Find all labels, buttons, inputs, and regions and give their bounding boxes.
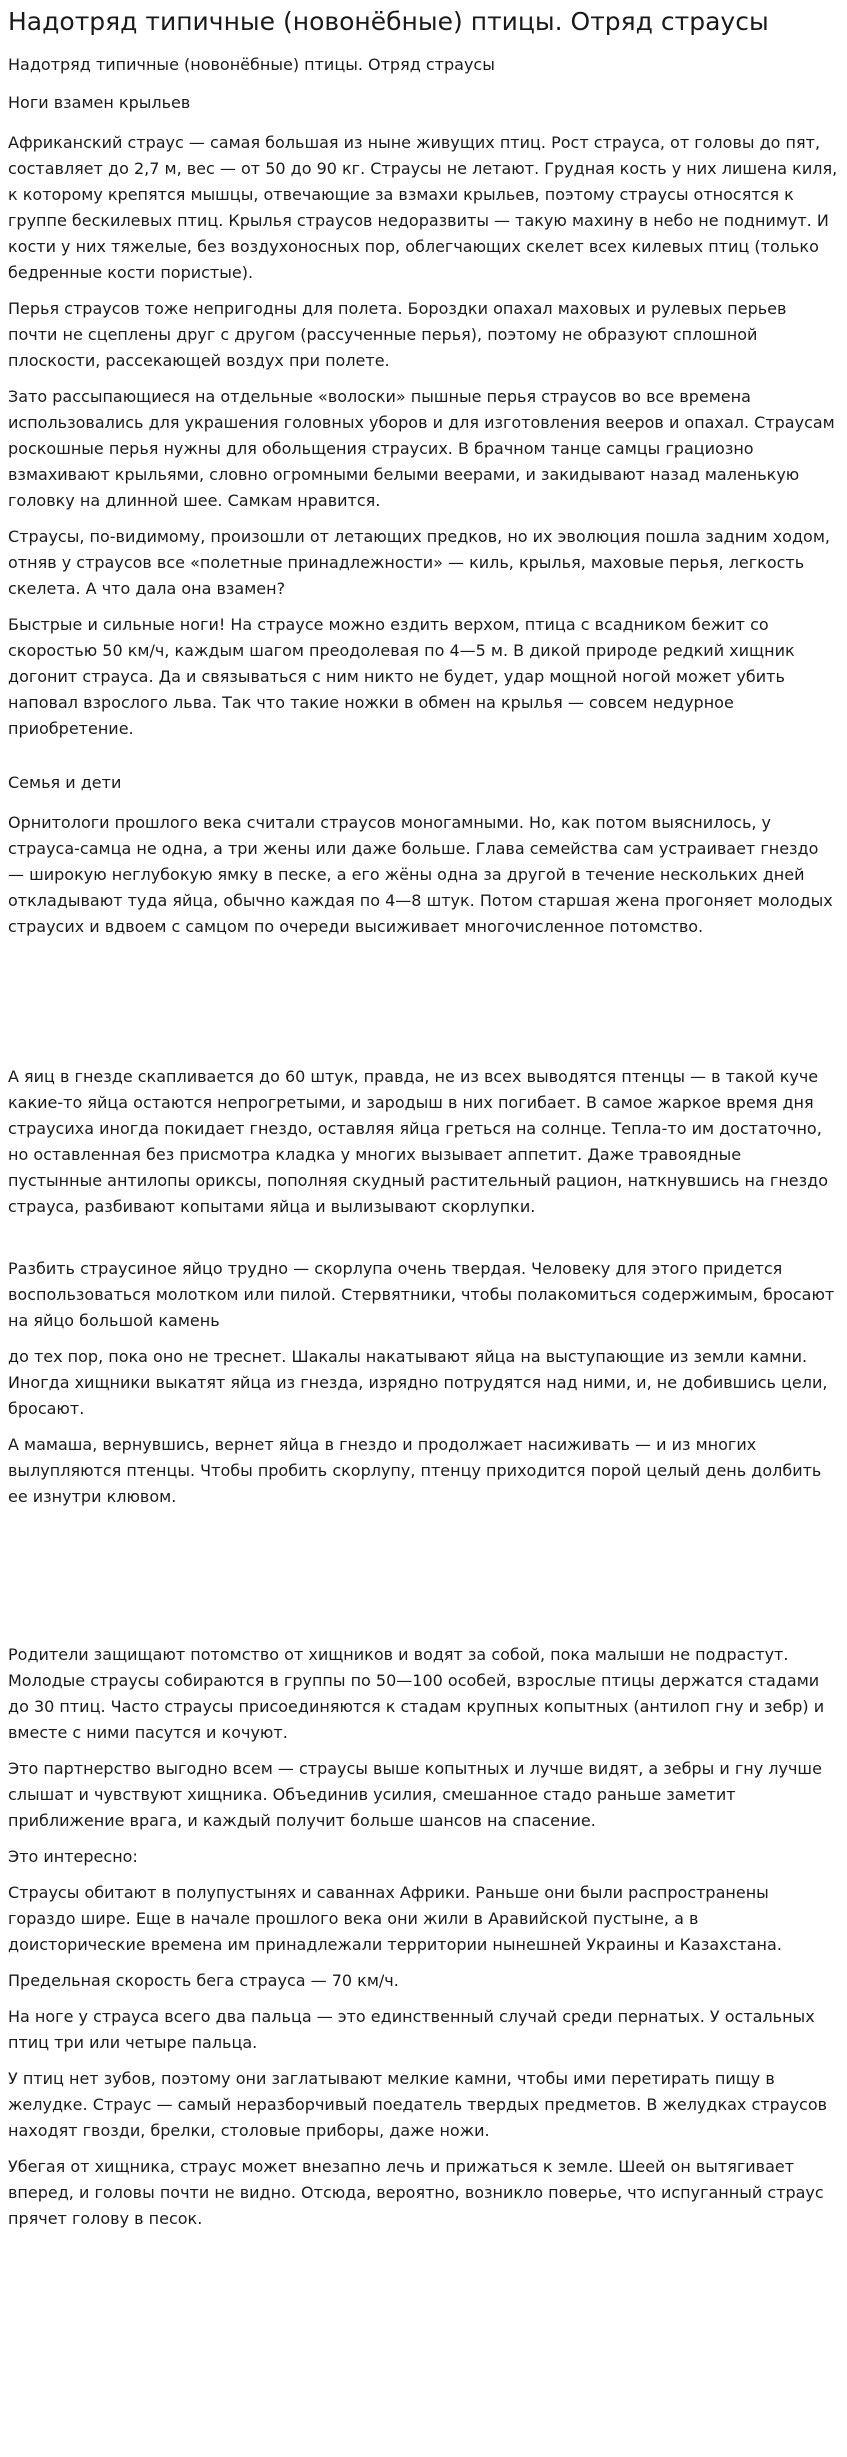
spacer <box>8 950 839 1064</box>
section-heading-legs: Ноги взамен крыльев <box>8 93 191 112</box>
section-heading-interesting: Это интересно: <box>8 1847 138 1866</box>
paragraph: Родители защищают потомство от хищников и водят за собой, пока малыши не подрастут. Молодые страусы собираются в группы по 50—100 особей, взрослые птицы держатся стадами до 30 птиц. Часто страусы присоединяются к стадам крупных копытных (антилоп гну и зебр) и вместе с ними пасутся и кочуют. <box>8 1645 825 1742</box>
paragraph: Зато рассыпающиеся на отдельные «волоски» пышные перья страусов во все времена использовались для украшения головных уборов и для изготовления вееров и опахал. Страусам роскошные перья нужны для обольщения страусих. В брачном танце самцы грациозно взмахивают крыльями, словно огромными белыми веерами, и закидывают назад маленькую головку на длинной шее. Самкам нравится. <box>8 387 835 510</box>
paragraph: Страусы обитают в полупустынях и саваннах Африки. Раньше они были распространены гораздо шире. Еще в начале прошлого века они жили в Аравийской пустыне, а в доисторические времена им принадлежали территории нынешней Украины и Казахстана. <box>8 1883 782 1954</box>
paragraph: Быстрые и сильные ноги! На страусе можно ездить верхом, птица с всадником бежит со скоростью 50 км/ч, каждым шагом преодолевая по 4—5 м. В дикой природе редкий хищник догонит страуса. Да и связываться с ним никто не будет, удар мощной ногой может убить наповал взрослого льва. Так что такие ножки в обмен на крылья — совсем недурное приобретение. <box>8 615 795 738</box>
paragraph: На ноге у страуса всего два пальца — это единственный случай среди пернатых. У остальных птиц три или четыре пальца. <box>8 2007 815 2052</box>
paragraph: Предельная скорость бега страуса — 70 км/ч. <box>8 1971 399 1990</box>
page-subtitle: Надотряд типичные (новонёбные) птицы. Отряд страусы <box>8 55 495 74</box>
paragraph: Африканский страус — самая большая из ныне живущих птиц. Рост страуса, от головы до пят, составляет до 2,7 м, вес — от 50 до 90 кг. Страусы не летают. Грудная кость у них лишена киля, к которому крепятся мышцы, отвечающие за взмахи крыльев, поэтому страусы относятся к группе бескилевых птиц. Крылья страусов недоразвиты — такую махину в небо не поднимут. И кости у них тяжелые, без воздухоносных пор, облегчающих скелет всех килевых птиц (только бедренные кости пористые). <box>8 133 838 282</box>
paragraph: Орнитологи прошлого века считали страусов моногамными. Но, как потом выяснилось, у страуса-самца не одна, а три жены или даже больше. Глава семейства сам устраивает гнездо — широкую неглубокую ямку в песке, а его жёны одна за другой в течение нескольких дней откладывают туда яйца, обычно каждая по 4—8 штук. Потом старшая жена прогоняет молодых страусих и вдвоем с самцом по очереди высиживает многочисленное потомство. <box>8 813 833 936</box>
paragraph: Разбить страусиное яйцо трудно — скорлупа очень твердая. Человеку для этого придется воспользоваться молотком или пилой. Стервятники, чтобы полакомиться содержимым, бросают на яйцо большой камень <box>8 1259 835 1330</box>
spacer <box>8 1230 839 1256</box>
section-heading-family: Семья и дети <box>8 773 122 792</box>
spacer <box>8 1520 839 1642</box>
paragraph: А яиц в гнезде скапливается до 60 штук, правда, не из всех выводятся птенцы — в такой куче какие-то яйца остаются непрогретыми, и зародыш в них погибает. В самое жаркое время дня страусиха иногда покидает гнездо, оставляя яйца греться на солнце. Тепла-то им достаточно, но оставленная без присмотра кладка у многих вызывает аппетит. Даже травоядные пустынные антилопы ориксы, пополняя скудный растительный рацион, наткнувшись на гнездо страуса, разбивают копытами яйца и вылизывают скорлупки. <box>8 1067 828 1216</box>
paragraph: У птиц нет зубов, поэтому они заглатывают мелкие камни, чтобы ими перетирать пищу в желудке. Страус — самый неразборчивый поедатель твердых предметов. В желудках страусов находят гвозди, брелки, столовые приборы, даже ножи. <box>8 2069 828 2140</box>
paragraph: Убегая от хищника, страус может внезапно лечь и прижаться к земле. Шеей он вытягивает вперед, и головы почти не видно. Отсюда, вероятно, возникло поверье, что испуганный страус прячет голову в песок. <box>8 2157 824 2228</box>
paragraph: Перья страусов тоже непригодны для полета. Бороздки опахал маховых и рулевых перьев почти не сцеплены друг с другом (рассученные перья), поэтому не образуют сплошной плоскости, рассекающей воздух при полете. <box>8 299 787 370</box>
spacer <box>8 752 839 770</box>
paragraph: Страусы, по-видимому, произошли от летающих предков, но их эволюция пошла задним ходом, отняв у страусов все «полетные принадлежности» — киль, крылья, маховые перья, легкость скелета. А что дала она взамен? <box>8 527 830 598</box>
paragraph: до тех пор, пока оно не треснет. Шакалы накатывают яйца на выступающие из земли камни. Иногда хищники выкатят яйца из гнезда, изрядно потрудятся над ними, и, не добившись цели, бросают. <box>8 1347 828 1418</box>
page-title: Надотряд типичные (новонёбные) птицы. Отряд страусы <box>8 7 769 36</box>
paragraph: А мамаша, вернувшись, вернет яйца в гнездо и продолжает насиживать — и из многих вылупляются птенцы. Чтобы пробить скорлупу, птенцу приходится порой целый день долбить ее изнутри клювом. <box>8 1435 822 1506</box>
paragraph: Это партнерство выгодно всем — страусы выше копытных и лучше видят, а зебры и гну лучше слышат и чувствуют хищника. Объединив усилия, смешанное стадо раньше заметит приближение врага, и каждый получит больше шансов на спасение. <box>8 1759 822 1830</box>
